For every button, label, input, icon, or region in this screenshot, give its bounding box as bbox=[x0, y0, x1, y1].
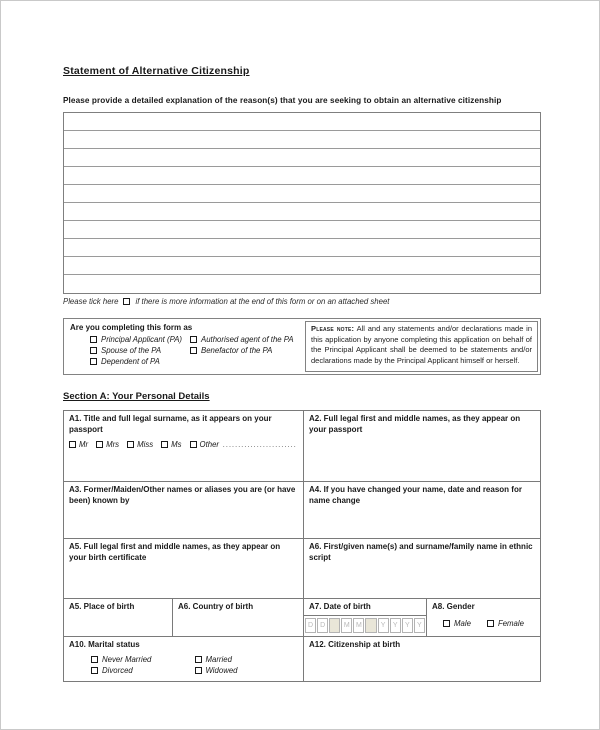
title-options bbox=[69, 440, 298, 449]
dob-month-box[interactable]: M bbox=[353, 618, 364, 633]
field-a5-place-of-birth[interactable] bbox=[64, 599, 172, 636]
checkbox-divorced[interactable] bbox=[91, 667, 98, 674]
writing-line[interactable] bbox=[64, 185, 540, 203]
writing-line[interactable] bbox=[64, 257, 540, 275]
option-label: Never Married bbox=[102, 654, 152, 664]
more-info-tick-line bbox=[63, 297, 541, 306]
please-note-box bbox=[305, 321, 538, 372]
page-title: Statement of Alternative Citizenship bbox=[63, 65, 250, 77]
dob-year-box[interactable]: Y bbox=[414, 618, 425, 633]
field-a2-passport-names[interactable] bbox=[303, 411, 540, 481]
option-label: Other bbox=[199, 440, 220, 450]
checkbox-spouse[interactable] bbox=[90, 347, 97, 354]
marital-col-2 bbox=[195, 655, 299, 675]
completing-as-question: Are you completing this form as bbox=[70, 323, 193, 332]
dob-separator bbox=[365, 618, 376, 633]
option-male[interactable] bbox=[443, 619, 471, 628]
field-a7-date-of-birth[interactable] bbox=[303, 599, 426, 636]
option-mr[interactable] bbox=[69, 440, 88, 449]
option-benefactor[interactable] bbox=[190, 346, 294, 355]
completing-as-columns bbox=[90, 335, 299, 366]
writing-line[interactable] bbox=[64, 149, 540, 167]
field-label: A12. Citizenship at birth bbox=[309, 640, 401, 649]
table-row bbox=[64, 538, 540, 598]
option-label: Miss bbox=[137, 440, 154, 450]
field-label: A3. Former/Maiden/Other names or aliases you are (or have been) known by bbox=[69, 485, 296, 505]
field-label: A10. Marital status bbox=[69, 640, 140, 649]
section-a-heading: Section A: Your Personal Details bbox=[63, 391, 210, 402]
field-a3-former-names[interactable] bbox=[64, 482, 303, 538]
please-note-label: Please note: bbox=[311, 324, 355, 333]
option-dependent[interactable] bbox=[90, 357, 190, 366]
dob-separator bbox=[329, 618, 340, 633]
dob-day-box[interactable]: D bbox=[317, 618, 328, 633]
field-label: A2. Full legal first and middle names, as they appear on your passport bbox=[309, 414, 521, 434]
option-authorised-agent[interactable] bbox=[190, 335, 294, 344]
field-label: A8. Gender bbox=[432, 602, 475, 611]
checkbox-mrs[interactable] bbox=[96, 441, 103, 448]
writing-line[interactable] bbox=[64, 113, 540, 131]
option-spouse[interactable] bbox=[90, 346, 190, 355]
dob-day-box[interactable]: D bbox=[305, 618, 316, 633]
option-mrs[interactable] bbox=[96, 440, 119, 449]
field-label: A5. Place of birth bbox=[69, 602, 135, 611]
please-note-container bbox=[303, 319, 540, 374]
field-a10-marital-status[interactable] bbox=[64, 637, 303, 681]
checkbox-authorised-agent[interactable] bbox=[190, 336, 197, 343]
option-female[interactable] bbox=[487, 619, 524, 628]
option-label: Married bbox=[205, 654, 232, 664]
completing-as-options bbox=[64, 319, 303, 374]
option-label: Authorised agent of the PA bbox=[201, 335, 294, 344]
field-label: A5. Full legal first and middle names, as they appear on your birth certificate bbox=[69, 542, 281, 562]
option-divorced[interactable] bbox=[91, 666, 195, 675]
writing-line[interactable] bbox=[64, 239, 540, 257]
completing-col-1 bbox=[90, 335, 190, 366]
more-info-checkbox[interactable] bbox=[123, 298, 130, 305]
field-a6-country-of-birth[interactable] bbox=[172, 599, 303, 636]
table-row bbox=[64, 636, 540, 681]
field-label: A6. Country of birth bbox=[178, 602, 254, 611]
tick-line-pre: Please tick here bbox=[63, 297, 119, 306]
checkbox-dependent[interactable] bbox=[90, 358, 97, 365]
option-miss[interactable] bbox=[127, 440, 153, 449]
writing-line[interactable] bbox=[64, 167, 540, 185]
checkbox-never-married[interactable] bbox=[91, 656, 98, 663]
other-dotted-line[interactable]: ........................ bbox=[223, 440, 298, 450]
tick-line-post: if there is more information at the end of this form or on an attached sheet bbox=[135, 297, 390, 306]
writing-line[interactable] bbox=[64, 275, 540, 293]
field-label: A4. If you have changed your name, date and reason for name change bbox=[309, 485, 522, 505]
explanation-instruction: Please provide a detailed explanation of the reason(s) that you are seeking to obtain an alternative citizenship bbox=[63, 96, 502, 105]
dob-year-box[interactable]: Y bbox=[390, 618, 401, 633]
option-married[interactable] bbox=[195, 655, 299, 664]
completing-as-box bbox=[63, 318, 541, 375]
option-label: Female bbox=[497, 618, 524, 628]
gender-options bbox=[432, 619, 535, 628]
field-label: A6. First/given name(s) and surname/family name in ethnic script bbox=[309, 542, 533, 562]
dob-year-box[interactable]: Y bbox=[402, 618, 413, 633]
checkbox-ms[interactable] bbox=[161, 441, 168, 448]
checkbox-widowed[interactable] bbox=[195, 667, 202, 674]
option-widowed[interactable] bbox=[195, 666, 299, 675]
writing-line[interactable] bbox=[64, 221, 540, 239]
writing-line[interactable] bbox=[64, 203, 540, 221]
checkbox-principal-applicant[interactable] bbox=[90, 336, 97, 343]
please-note-text: All and any statements and/or declarations made in this application by anyone completing this application on behalf of the Principal Applicant shall be deemed to be statements and/or declarations made by the Principal Applicant himself or herself. bbox=[311, 324, 533, 365]
field-a1-title-surname[interactable] bbox=[64, 411, 303, 481]
option-label: Principal Applicant (PA) bbox=[101, 335, 183, 344]
option-never-married[interactable] bbox=[91, 655, 195, 664]
option-label: Dependent of PA bbox=[101, 357, 160, 366]
explanation-writing-box[interactable] bbox=[63, 112, 541, 294]
field-a12-citizenship-at-birth[interactable] bbox=[303, 637, 540, 681]
checkbox-mr[interactable] bbox=[69, 441, 76, 448]
table-row bbox=[64, 481, 540, 538]
table-row bbox=[64, 411, 540, 481]
checkbox-female[interactable] bbox=[487, 620, 494, 627]
checkbox-married[interactable] bbox=[195, 656, 202, 663]
checkbox-male[interactable] bbox=[443, 620, 450, 627]
dob-year-box[interactable]: Y bbox=[378, 618, 389, 633]
field-label: A7. Date of birth bbox=[304, 599, 426, 616]
field-a6-ethnic-script-names[interactable] bbox=[303, 539, 540, 598]
option-label: Mr bbox=[79, 440, 89, 450]
option-label: Divorced bbox=[102, 665, 133, 675]
marital-status-options bbox=[91, 655, 298, 675]
option-ms[interactable] bbox=[161, 440, 181, 449]
option-principal-applicant[interactable] bbox=[90, 335, 190, 344]
option-label: Widowed bbox=[205, 665, 238, 675]
option-label: Male bbox=[454, 618, 471, 628]
field-a4-name-change[interactable] bbox=[303, 482, 540, 538]
table-row bbox=[64, 598, 540, 636]
writing-line[interactable] bbox=[64, 131, 540, 149]
personal-details-table bbox=[63, 410, 541, 682]
field-label: A1. Title and full legal surname, as it appears on your passport bbox=[69, 414, 272, 434]
completing-col-2 bbox=[190, 335, 294, 366]
option-other[interactable] bbox=[190, 440, 298, 449]
field-a8-gender[interactable] bbox=[426, 599, 540, 636]
checkbox-other[interactable] bbox=[190, 441, 197, 448]
dob-month-box[interactable]: M bbox=[341, 618, 352, 633]
date-of-birth-boxes bbox=[304, 616, 426, 634]
option-label: Mrs bbox=[106, 440, 120, 450]
checkbox-benefactor[interactable] bbox=[190, 347, 197, 354]
option-label: Benefactor of the PA bbox=[201, 346, 273, 355]
marital-col-1 bbox=[91, 655, 195, 675]
checkbox-miss[interactable] bbox=[127, 441, 134, 448]
option-label: Spouse of the PA bbox=[101, 346, 162, 355]
field-a5-birth-certificate-names[interactable] bbox=[64, 539, 303, 598]
option-label: Ms bbox=[171, 440, 182, 450]
